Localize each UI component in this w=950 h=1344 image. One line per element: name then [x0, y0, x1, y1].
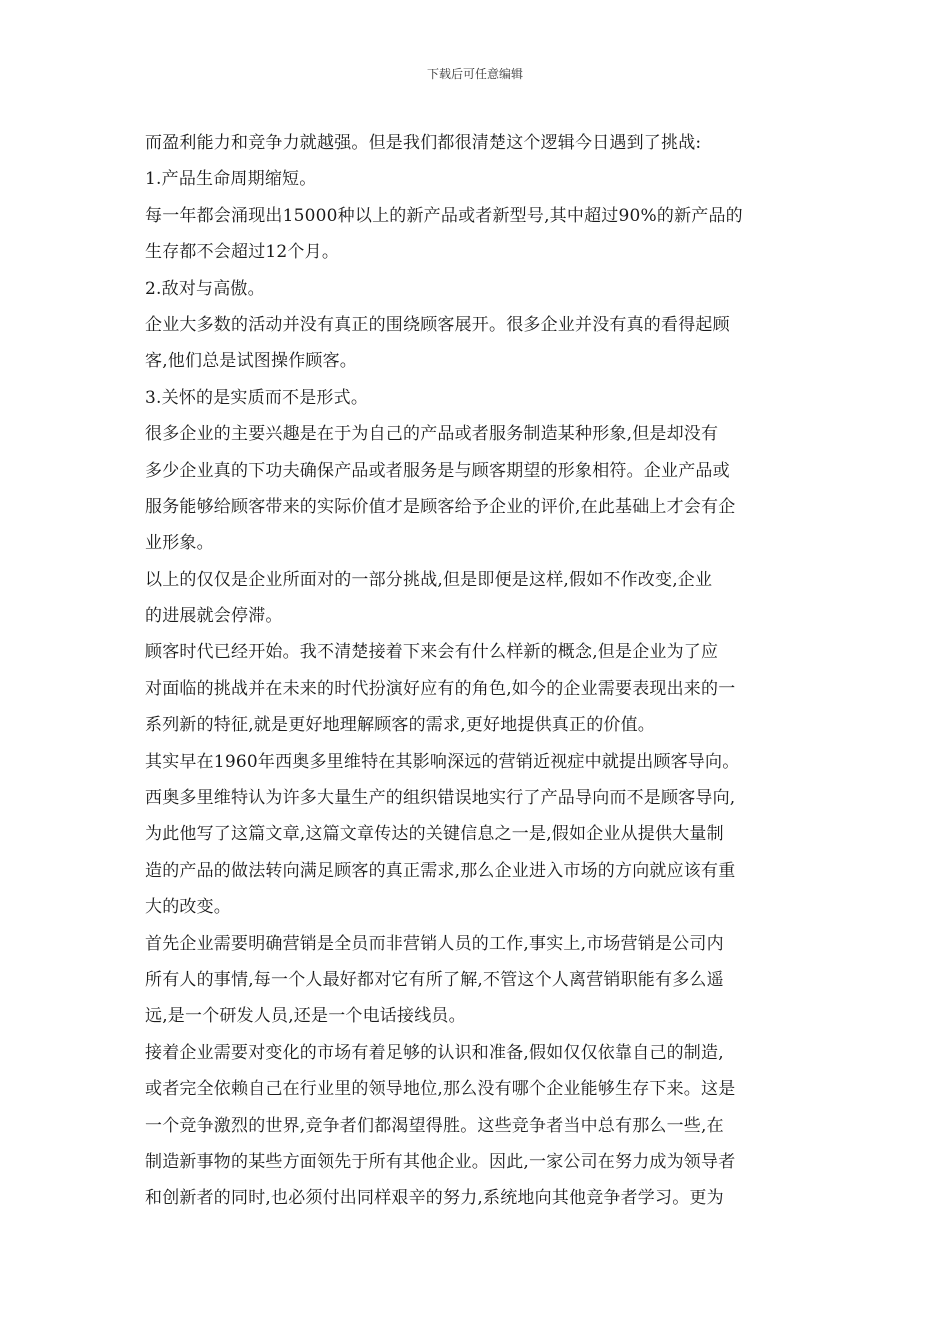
text-line: 3.关怀的是实质而不是形式。: [145, 387, 369, 408]
text-line: 大的改变。: [145, 897, 231, 918]
text-line: 业形象。: [145, 533, 214, 554]
text-line: 西奥多里维特认为许多大量生产的组织错误地实行了产品导向而不是顾客导向,: [145, 788, 736, 809]
text-line: 对面临的挑战并在未来的时代扮演好应有的角色,如今的企业需要表现出来的一: [145, 678, 736, 699]
text-line: 客,他们总是试图操作顾客。: [145, 351, 358, 372]
text-line: 和创新者的同时,也必须付出同样艰辛的努力,系统地向其他竞争者学习。更为: [145, 1188, 724, 1209]
text-line: 很多企业的主要兴趣是在于为自己的产品或者服务制造某种形象,但是却没有: [145, 424, 719, 445]
text-line: 多少企业真的下功夫确保产品或者服务是与顾客期望的形象相符。企业产品或: [145, 460, 730, 481]
text-line: 1.产品生命周期缩短。: [145, 169, 317, 190]
text-line: 远,是一个研发人员,还是一个电话接线员。: [145, 1006, 466, 1027]
text-line: 服务能够给顾客带来的实际价值才是顾客给予企业的评价,在此基础上才会有企: [145, 496, 736, 517]
text-line: 造的产品的做法转向满足顾客的真正需求,那么企业进入市场的方向就应该有重: [145, 860, 736, 881]
text-line: 每一年都会涌现出15000种以上的新产品或者新型号,其中超过90%的新产品的: [145, 205, 743, 226]
text-line: 一个竞争激烈的世界,竞争者们都渴望得胜。这些竞争者当中总有那么一些,在: [145, 1115, 724, 1136]
page-header: 下载后可任意编辑: [426, 67, 523, 81]
text-line: 的进展就会停滞。: [145, 606, 283, 627]
text-line: 以上的仅仅是企业所面对的一部分挑战,但是即便是这样,假如不作改变,企业: [145, 569, 713, 590]
text-line: 首先企业需要明确营销是全员而非营销人员的工作,事实上,市场营销是公司内: [145, 933, 724, 954]
text-line: 接着企业需要对变化的市场有着足够的认识和准备,假如仅仅依靠自己的制造,: [145, 1042, 724, 1063]
text-line: 2.敌对与高傲。: [145, 278, 265, 299]
document-body: [145, 125, 815, 1217]
text-line: 或者完全依赖自己在行业里的领导地位,那么没有哪个企业能够生存下来。这是: [145, 1079, 736, 1100]
text-line: 所有人的事情,每一个人最好都对它有所了解,不管这个人离营销职能有多么遥: [145, 969, 724, 990]
text-line: 其实早在1960年西奥多里维特在其影响深远的营销近视症中就提出顾客导向。: [145, 751, 740, 772]
text-line: 制造新事物的某些方面领先于所有其他企业。因此,一家公司在努力成为领导者: [145, 1151, 736, 1172]
text-line: 为此他写了这篇文章,这篇文章传达的关键信息之一是,假如企业从提供大量制: [145, 824, 724, 845]
text-line: 企业大多数的活动并没有真正的围绕顾客展开。很多企业并没有真的看得起顾: [145, 314, 730, 335]
text-line: 而盈利能力和竞争力就越强。但是我们都很清楚这个逻辑今日遇到了挑战:: [145, 133, 702, 153]
text-line: 系列新的特征,就是更好地理解顾客的需求,更好地提供真正的价值。: [145, 715, 656, 736]
text-line: 生存都不会超过12个月。: [145, 242, 340, 263]
text-line: 顾客时代已经开始。我不清楚接着下来会有什么样新的概念,但是企业为了应: [145, 642, 719, 663]
